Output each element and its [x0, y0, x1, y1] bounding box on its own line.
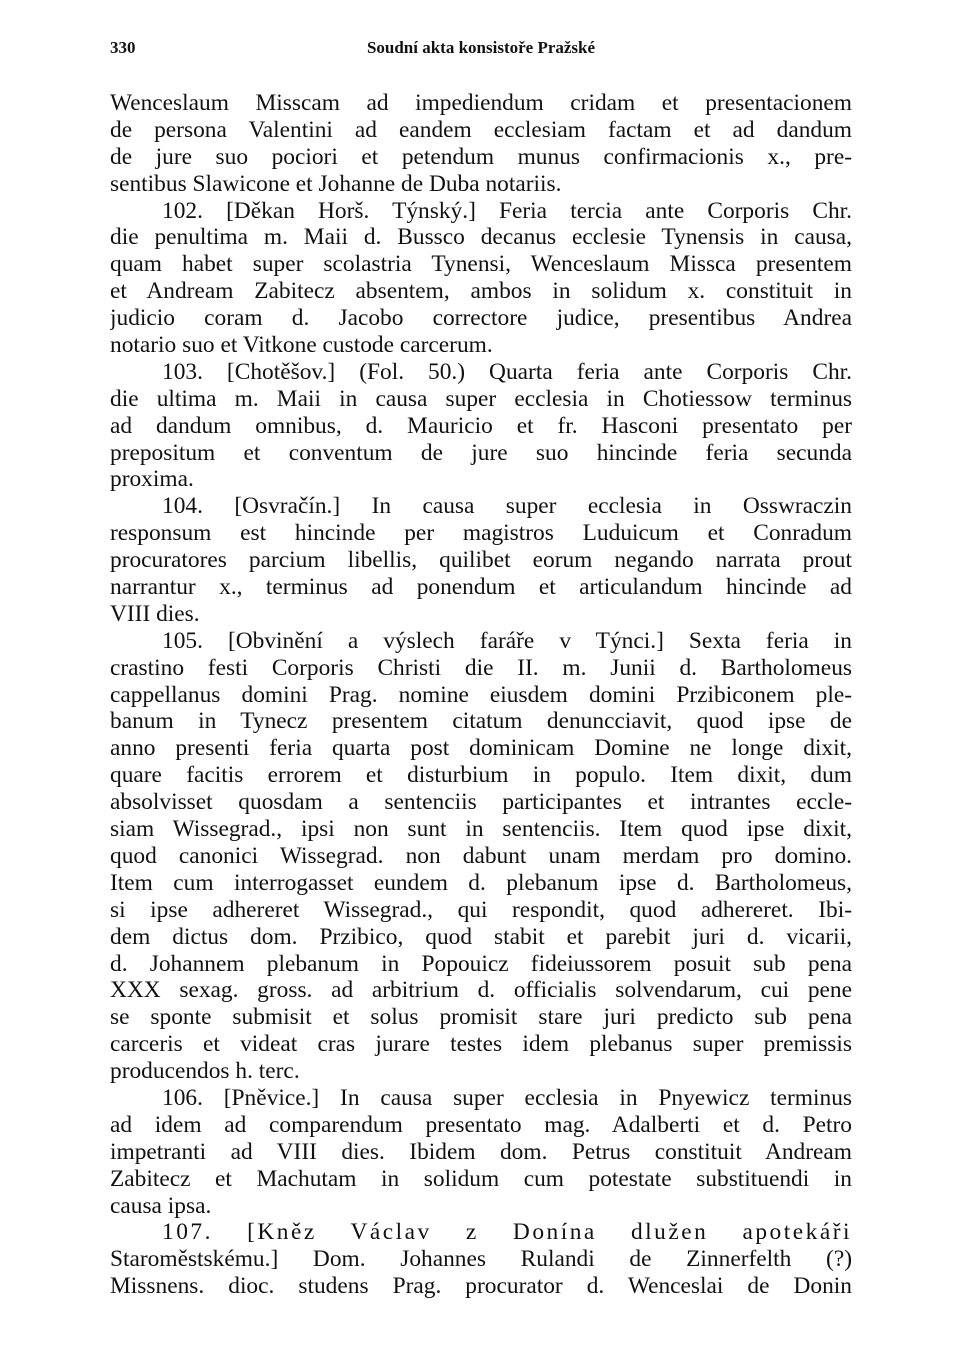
text-line: Missnens. dioc. studens Prag. procurator d. Wenceslai de Donin: [110, 1273, 852, 1300]
text-line: notario suo et Vitkone custode carcerum.: [110, 332, 493, 359]
text-line: dem dictus dom. Przibico, quod stabit et parebit juri d. vicarii,: [110, 923, 852, 950]
text-line: anno presenti feria quarta post dominicam Domine ne longe dixit,: [110, 735, 852, 762]
text-line: XXX sexag. gross. ad arbitrium d. officialis solvendarum, cui pene: [110, 977, 852, 1004]
text-line: d. Johannem plebanum in Popouicz fideiussorem posuit sub pena: [110, 950, 852, 977]
running-title: Soudní akta konsistoře Pražské: [366, 38, 596, 57]
text-line: se sponte submisit et solus promisit stare juri predicto sub pena: [110, 1004, 852, 1031]
text-line: quam habet super scolastria Tynensi, Wenceslaum Missca presentem: [110, 251, 852, 278]
entry-103-heading: 103. [Chotěšov.] (Fol. 50.) Quarta feria ante Corporis Chr.: [162, 358, 852, 385]
text-line: producendos h. terc.: [110, 1058, 300, 1085]
text-line: Item cum interrogasset eundem d. plebanum ipse d. Bartholomeus,: [110, 869, 852, 896]
body-text: [110, 90, 852, 1300]
text-line: prepositum et conventum de jure suo hincinde feria secunda: [110, 439, 852, 466]
text-line: de jure suo pociori et petendum munus confirmacionis x., pre-: [110, 143, 852, 170]
text-line: quare facitis errorem et disturbium in populo. Item dixit, dum: [110, 762, 852, 789]
text-line: procuratores parcium libellis, quilibet eorum negando narrata prout: [110, 547, 852, 574]
text-line: Wenceslaum Misscam ad impediendum cridam et presentacionem: [110, 90, 852, 116]
entry-104-heading: 104. [Osvračín.] In causa super ecclesia in Osswraczin: [162, 493, 852, 520]
text-line: quod canonici Wissegrad. non dabunt unam merdam pro domino.: [110, 842, 852, 869]
text-line: absolvisset quosdam a sentenciis participantes et intrantes eccle-: [110, 789, 852, 816]
text-line: si ipse adhereret Wissegrad., qui respondit, quod adhereret. Ibi-: [110, 896, 852, 923]
page-header: [110, 34, 852, 64]
text-line: judicio coram d. Jacobo correctore judice, presentibus Andrea: [110, 305, 852, 332]
text-line: de persona Valentini ad eandem ecclesiam factam et ad dandum: [110, 116, 852, 143]
text-line: banum in Tynecz presentem citatum denuncciavit, quod ipse de: [110, 708, 852, 735]
text-line: die penultima m. Maii d. Bussco decanus ecclesie Tynensis in causa,: [110, 224, 852, 251]
text-line: et Andream Zabitecz absentem, ambos in solidum x. constituit in: [110, 278, 852, 305]
text-line: cappellanus domini Prag. nomine eiusdem domini Przibiconem ple-: [110, 681, 852, 708]
page-number: 330: [110, 38, 136, 57]
text-line: proxima.: [110, 466, 194, 493]
text-line: VIII dies.: [110, 600, 200, 627]
text-line: sentibus Slawicone et Johanne de Duba notariis.: [110, 170, 562, 197]
entry-107-heading: 107. [Kněz Václav z Donína dlužen apotekáři: [162, 1219, 852, 1246]
entry-106-heading: 106. [Pněvice.] In causa super ecclesia in Pnyewicz terminus: [162, 1084, 852, 1111]
text-line: carceris et videat cras jurare testes idem plebanus super premissis: [110, 1031, 852, 1058]
entry-102-heading: 102. [Děkan Horš. Týnský.] Feria tercia ante Corporis Chr.: [162, 197, 852, 224]
text-line: narrantur x., terminus ad ponendum et articulandum hincinde ad: [110, 574, 852, 601]
text-line: causa ipsa.: [110, 1192, 212, 1219]
text-line: Staroměstskému.] Dom. Johannes Rulandi de Zinnerfelth (?): [110, 1246, 852, 1273]
text-line: ad dandum omnibus, d. Mauricio et fr. Hasconi presentato per: [110, 412, 852, 439]
text-line: impetranti ad VIII dies. Ibidem dom. Petrus constituit Andream: [110, 1138, 852, 1165]
entry-105-heading: 105. [Obvinění a výslech faráře v Týnci.] Sexta feria in: [162, 627, 852, 654]
text-line: ad idem ad comparendum presentato mag. Adalberti et d. Petro: [110, 1111, 852, 1138]
text-line: Zabitecz et Machutam in solidum cum potestate substituendi in: [110, 1165, 852, 1192]
text-line: siam Wissegrad., ipsi non sunt in sentenciis. Item quod ipse dixit,: [110, 816, 852, 843]
text-line: crastino festi Corporis Christi die II. m. Junii d. Bartholomeus: [110, 654, 852, 681]
text-line: die ultima m. Maii in causa super ecclesia in Chotiessow terminus: [110, 385, 852, 412]
text-line: responsum est hincinde per magistros Luduicum et Conradum: [110, 520, 852, 547]
